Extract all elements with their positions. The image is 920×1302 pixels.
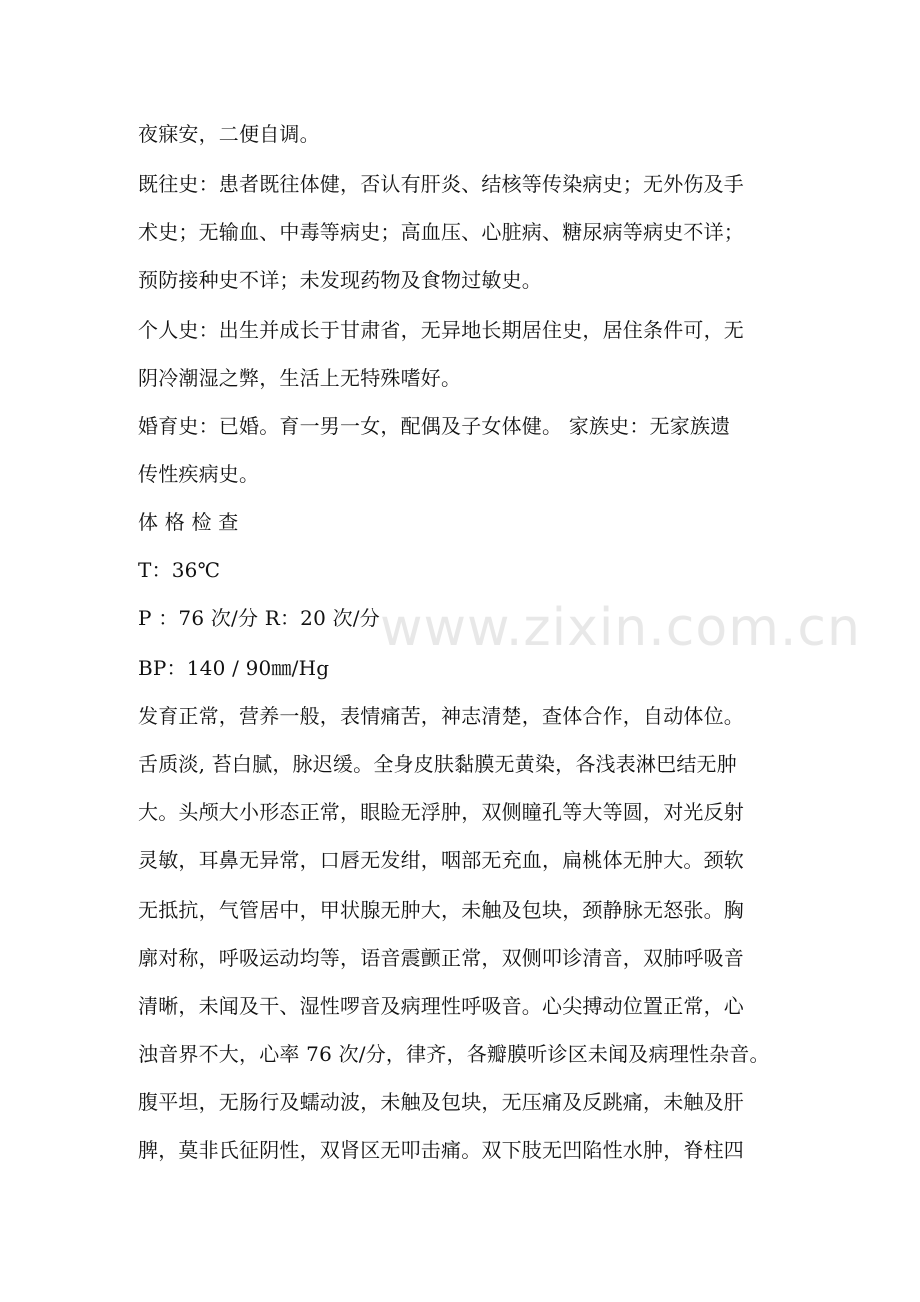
vital-temperature: T：36℃ xyxy=(138,558,221,582)
text-line: 无抵抗，气管居中，甲状腺无肿大，未触及包块，颈静脉无怒张。胸 xyxy=(138,898,744,922)
text-line: 既往史：患者既往体健，否认有肝炎、结核等传染病史；无外伤及手 xyxy=(138,172,744,196)
text-line: 阴冷潮湿之弊，生活上无特殊嗜好。 xyxy=(138,366,462,390)
text-line: 大。头颅大小形态正常，眼睑无浮肿，双侧瞳孔等大等圆，对光反射 xyxy=(138,800,744,824)
vital-pulse-respiration: P ：76 次/分 R：20 次/分 xyxy=(138,606,380,630)
watermark: www.zixin.com.cn xyxy=(380,598,861,658)
text-line: 浊音界不大，心率 76 次/分，律齐，各瓣膜听诊区未闻及病理性杂音。 xyxy=(138,1042,770,1066)
text-line: 术史；无输血、中毒等病史；高血压、心脏病、糖尿病等病史不详； xyxy=(138,220,744,244)
section-heading: 体 格 检 查 xyxy=(138,510,239,534)
text-line: 腹平坦，无肠行及蠕动波，未触及包块，无压痛及反跳痛，未触及肝 xyxy=(138,1090,744,1114)
text-line: 清晰，未闻及干、湿性啰音及病理性呼吸音。心尖搏动位置正常，心 xyxy=(138,994,744,1018)
text-line: 发育正常，营养一般，表情痛苦，神志清楚，查体合作，自动体位。 xyxy=(138,704,744,728)
text-line: 廓对称，呼吸运动均等，语音震颤正常，双侧叩诊清音，双肺呼吸音 xyxy=(138,946,744,970)
vital-blood-pressure: BP：140 / 90㎜/Hg xyxy=(138,656,330,680)
text-line: 传性疾病史。 xyxy=(138,462,260,486)
text-line: 舌质淡, 苔白腻，脉迟缓。全身皮肤黏膜无黄染，各浅表淋巴结无肿 xyxy=(138,752,737,776)
text-line: 夜寐安，二便自调。 xyxy=(138,122,320,146)
text-line: 灵敏，耳鼻无异常，口唇无发绀，咽部无充血，扁桃体无肿大。颈软 xyxy=(138,848,744,872)
text-line: 预防接种史不详；未发现药物及食物过敏史。 xyxy=(138,268,542,292)
text-line: 脾，莫非氏征阴性，双肾区无叩击痛。双下肢无凹陷性水肿，脊柱四 xyxy=(138,1138,744,1162)
text-line: 个人史：出生并成长于甘肃省，无异地长期居住史，居住条件可，无 xyxy=(138,318,744,342)
text-line: 婚育史：已婚。育一男一女，配偶及子女体健。 家族史：无家族遗 xyxy=(138,414,731,438)
